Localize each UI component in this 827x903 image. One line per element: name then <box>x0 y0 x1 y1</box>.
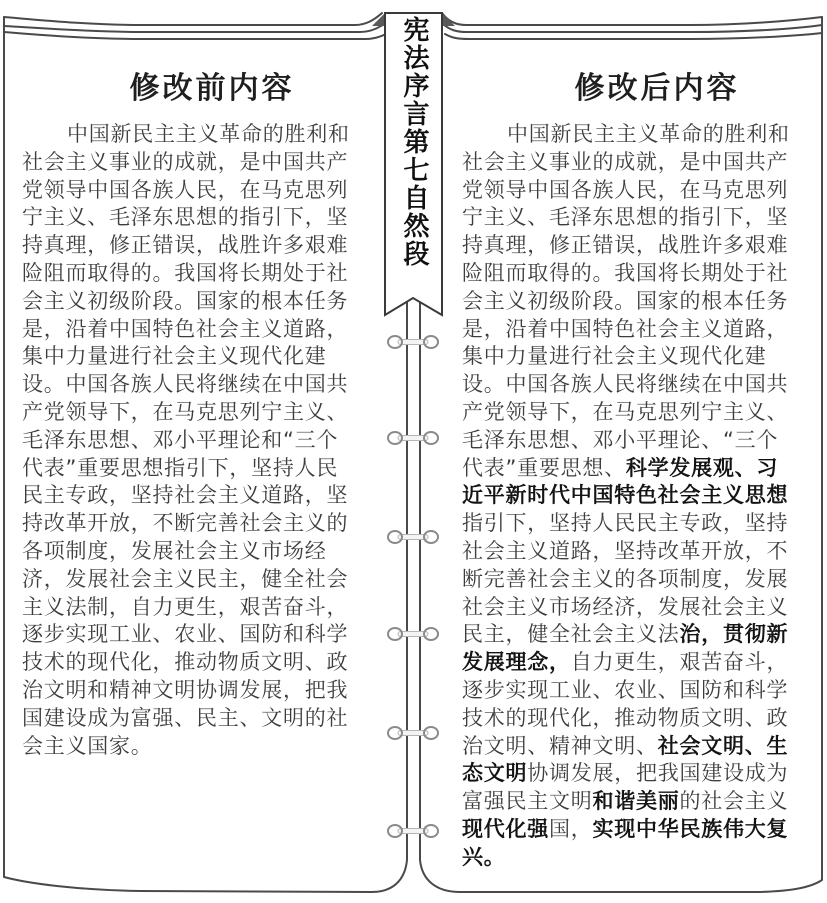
text-line <box>22 177 382 205</box>
text-line <box>462 760 822 788</box>
amended-text: 和谐美丽 <box>592 789 680 814</box>
text-segment: 社会主义事业的成就，是中国共产 <box>22 149 349 174</box>
text-segment: 毛泽东思想、邓小平理论和“三个 <box>22 427 339 452</box>
binding-rings <box>388 336 438 837</box>
text-segment: 民主，健全社会主义法 <box>462 622 680 647</box>
text-line <box>22 677 382 705</box>
right-page-curl-lines <box>442 13 822 39</box>
text-line <box>462 204 822 232</box>
text-line <box>462 177 822 205</box>
text-line <box>22 705 382 733</box>
text-segment: 持真理，修正错误，战胜许多艰难 <box>22 233 349 258</box>
text-line <box>462 232 822 260</box>
binding-ring <box>388 628 438 640</box>
text-line <box>22 232 382 260</box>
text-line <box>462 677 822 705</box>
text-segment: 党领导中国各族人民，在马克思列 <box>22 177 349 202</box>
text-line <box>22 288 382 316</box>
after-amendment-text <box>462 121 822 872</box>
text-segment: 产党领导下，在马克思列宁主义、 <box>462 399 789 424</box>
text-line <box>22 149 382 177</box>
text-line <box>22 121 382 149</box>
text-segment: 险阻而取得的。我国将长期处于社 <box>462 260 789 285</box>
amended-text: 现代化强 <box>462 816 549 841</box>
text-segment: 宁主义、毛泽东思想的指引下，坚 <box>462 205 789 230</box>
text-line <box>22 538 382 566</box>
text-line <box>462 816 822 844</box>
text-segment: 产党领导下，在马克思列宁主义、 <box>22 399 349 424</box>
text-segment: 设。中国各族人民将继续在中国共 <box>462 372 789 397</box>
text-segment: 协调发展，把我国建设成为 <box>527 761 789 786</box>
text-segment: 自力更生，艰苦奋斗， <box>570 650 789 675</box>
text-line <box>22 566 382 594</box>
text-line <box>462 121 822 149</box>
text-segment: 中国新民主主义革命的胜利和 <box>67 122 350 146</box>
text-segment: 会主义初级阶段。国家的根本任务 <box>22 288 349 313</box>
text-segment: 会主义国家。 <box>22 733 153 758</box>
text-line <box>462 705 822 733</box>
text-line <box>462 371 822 399</box>
text-line <box>462 399 822 427</box>
text-segment: 富强民主文明 <box>462 789 593 814</box>
text-line <box>462 733 822 761</box>
text-line <box>462 621 822 649</box>
text-segment: 社会主义事业的成就，是中国共产 <box>462 149 789 174</box>
text-line <box>22 621 382 649</box>
text-segment: 会主义初级阶段。国家的根本任务 <box>462 288 789 313</box>
amended-text: 治，贯彻新 <box>679 622 789 647</box>
before-amendment-text <box>22 121 382 760</box>
text-line <box>462 455 822 483</box>
before-amendment-title: 修改前内容 <box>129 71 295 106</box>
text-line <box>462 316 822 344</box>
text-line <box>462 594 822 622</box>
text-line <box>22 510 382 538</box>
text-segment: 代表”重要思想、 <box>462 455 626 480</box>
text-line <box>22 427 382 455</box>
binding-ring <box>388 727 438 739</box>
text-segment: 技术的现代化，推动物质文明、政 <box>22 650 349 675</box>
text-segment: 国， <box>549 816 593 841</box>
text-segment: 社会主义道路，坚持改革开放，不 <box>462 538 789 563</box>
text-line <box>462 510 822 538</box>
text-line <box>22 204 382 232</box>
text-line <box>22 343 382 371</box>
text-segment: 治文明、精神文明、 <box>462 733 658 758</box>
text-segment: 济，发展社会主义民主，健全社会 <box>22 566 349 591</box>
binding-ring <box>388 531 438 543</box>
text-segment: 持真理，修正错误，战胜许多艰难 <box>462 233 789 258</box>
text-line <box>22 733 382 761</box>
text-line <box>462 844 822 872</box>
text-segment: 治文明和精神文明协调发展，把我 <box>22 677 349 702</box>
text-segment: 集中力量进行社会主义现代化建 <box>22 344 327 369</box>
text-line <box>462 260 822 288</box>
text-line <box>462 343 822 371</box>
text-line <box>462 788 822 816</box>
text-segment: 逐步实现工业、农业、国防和科学 <box>22 622 349 647</box>
text-segment: 断完善社会主义的各项制度，发展 <box>462 566 789 591</box>
text-segment: 中国新民主主义革命的胜利和 <box>507 122 790 146</box>
amended-text: 近平新时代中国特色社会主义思想 <box>462 483 789 508</box>
text-line <box>462 288 822 316</box>
amended-text: 社会文明、生 <box>657 733 789 758</box>
text-segment: 指引下，坚持人民民主专政，坚持 <box>462 511 789 536</box>
text-line <box>462 482 822 510</box>
text-segment: 代表”重要思想指引下，坚持人民 <box>22 455 339 480</box>
amended-text: 实现中华民族伟大复 <box>592 816 789 841</box>
text-segment: 国建设成为富强、民主、文明的社 <box>22 705 349 730</box>
text-segment: 逐步实现工业、农业、国防和科学 <box>462 677 789 702</box>
text-segment: 是，沿着中国特色社会主义道路， <box>22 316 349 341</box>
text-line <box>462 566 822 594</box>
text-segment: 设。中国各族人民将继续在中国共 <box>22 372 349 397</box>
text-segment: 的社会主义 <box>679 789 789 814</box>
text-segment: 技术的现代化，推动物质文明、政 <box>462 705 789 730</box>
text-line <box>22 260 382 288</box>
amended-text: 态文明 <box>462 761 528 786</box>
amended-text: 兴。 <box>462 844 506 869</box>
text-segment: 各项制度，发展社会主义市场经 <box>22 538 327 563</box>
text-line <box>22 455 382 483</box>
amended-text: 科学发展观、习 <box>625 455 779 480</box>
amended-text: 发展理念， <box>462 650 571 675</box>
text-segment: 集中力量进行社会主义现代化建 <box>462 344 767 369</box>
after-amendment-title: 修改后内容 <box>574 71 740 106</box>
text-line <box>462 149 822 177</box>
text-line <box>22 594 382 622</box>
text-segment: 党领导中国各族人民，在马克思列 <box>462 177 789 202</box>
binding-ring <box>388 336 438 348</box>
text-segment: 宁主义、毛泽东思想的指引下，坚 <box>22 205 349 230</box>
text-line <box>462 427 822 455</box>
text-line <box>22 399 382 427</box>
text-line <box>462 649 822 677</box>
binding-ring <box>388 432 438 444</box>
text-segment: 险阻而取得的。我国将长期处于社 <box>22 260 349 285</box>
binding-ring <box>388 825 438 837</box>
text-segment: 民主专政，坚持社会主义道路，坚 <box>22 483 349 508</box>
text-line <box>22 649 382 677</box>
text-segment: 是，沿着中国特色社会主义道路， <box>462 316 789 341</box>
text-line <box>22 371 382 399</box>
text-segment: 持改革开放，不断完善社会主义的 <box>22 511 349 536</box>
text-line <box>22 482 382 510</box>
ribbon-label: 宪法序言第七自然段 <box>399 16 429 268</box>
left-page-curl-lines <box>4 13 386 39</box>
text-line <box>462 538 822 566</box>
text-segment: 毛泽东思想、邓小平理论、“三个 <box>462 427 779 452</box>
text-segment: 社会主义市场经济，发展社会主义 <box>462 594 789 619</box>
text-line <box>22 316 382 344</box>
text-segment: 主义法制，自力更生，艰苦奋斗， <box>22 594 349 619</box>
